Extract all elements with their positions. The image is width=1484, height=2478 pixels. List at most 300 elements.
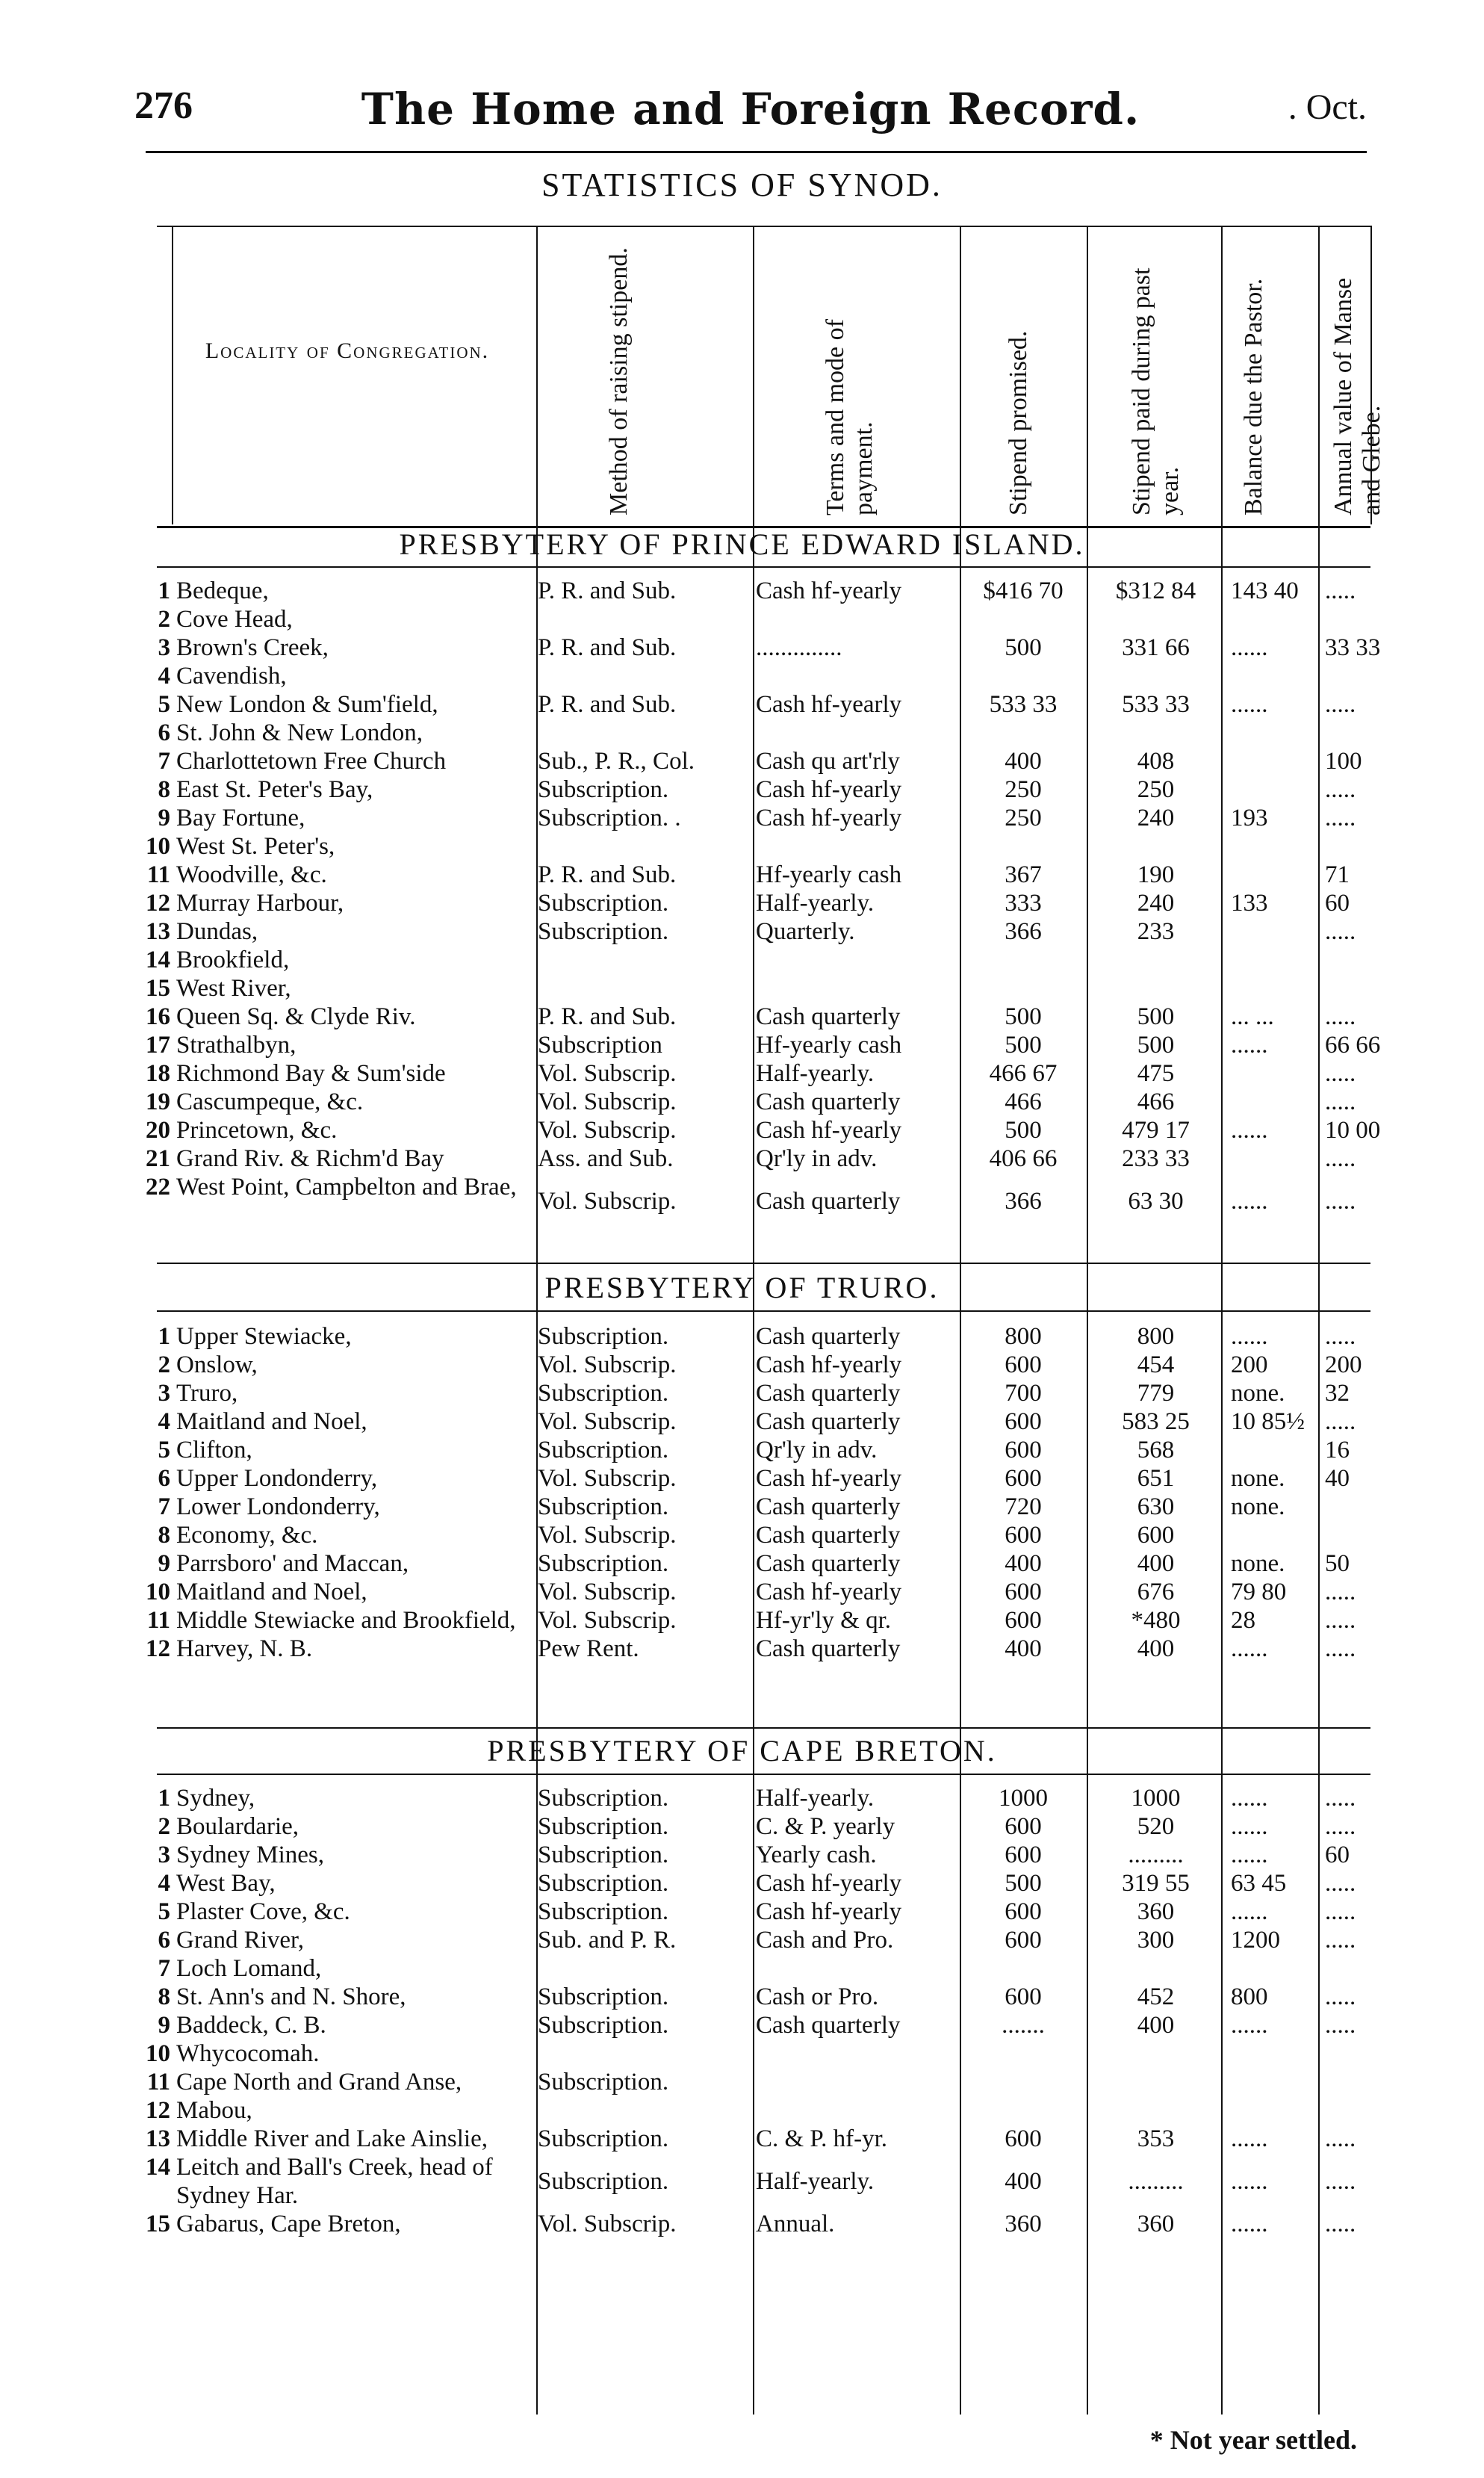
cell-loc: Gabarus, Cape Breton, (176, 2211, 401, 2237)
cell-method: Vol. Subscrip. (538, 1465, 677, 1492)
cell-manse: ..... (1325, 577, 1356, 604)
cell-manse: 71 (1325, 861, 1350, 888)
cell-method: Vol. Subscrip. (538, 1060, 677, 1087)
table-row (0, 974, 1484, 1003)
cell-manse: 100 (1325, 748, 1362, 775)
cell-num: 4 (158, 1870, 170, 1897)
cell-num: 2 (158, 606, 170, 633)
section-rule (157, 1310, 1370, 1312)
page-number: 276 (134, 84, 193, 127)
cell-promised: 400 (1005, 1550, 1042, 1577)
cell-promised: 250 (1005, 805, 1042, 831)
cell-terms: Cash quarterly (756, 1003, 901, 1030)
cell-loc: Truro, (176, 1380, 238, 1407)
cell-promised: 406 66 (989, 1145, 1058, 1172)
cell-terms: Hf-yearly cash (756, 1032, 902, 1059)
cell-manse: ..... (1325, 2168, 1356, 2195)
cell-promised: 360 (1005, 2211, 1042, 2237)
cell-paid: 400 (1137, 1550, 1175, 1577)
table-row (0, 889, 1484, 917)
cell-balance: 1200 (1231, 1927, 1280, 1954)
cell-num: 5 (158, 691, 170, 718)
table-row (0, 1521, 1484, 1549)
cell-manse: ..... (1325, 805, 1356, 831)
column-header-method: Method of raising stipend. (605, 247, 633, 515)
cell-loc: Boulardarie, (176, 1813, 299, 1840)
cell-paid: 300 (1137, 1927, 1175, 1954)
cell-promised: 400 (1005, 1635, 1042, 1662)
cell-terms: Cash hf-yearly (756, 805, 902, 831)
table-row (0, 1322, 1484, 1351)
cell-loc: Bedeque, (176, 577, 269, 604)
cell-paid: 63 30 (1128, 1188, 1184, 1215)
cell-terms: Cash hf-yearly (756, 1351, 902, 1378)
cell-paid: 630 (1137, 1493, 1175, 1520)
cell-terms: Cash quarterly (756, 1380, 901, 1407)
table-row (0, 605, 1484, 634)
table-row (0, 1464, 1484, 1493)
cell-method: Subscription. (538, 1323, 669, 1350)
table-row (0, 832, 1484, 861)
cell-loc: Upper Stewiacke, (176, 1323, 352, 1350)
cell-num: 5 (158, 1898, 170, 1925)
cell-method: Vol. Subscrip. (538, 1607, 677, 1634)
cell-manse: ..... (1325, 691, 1356, 718)
cell-paid: 500 (1137, 1003, 1175, 1030)
cell-manse: ..... (1325, 1323, 1356, 1350)
cell-loc: Sydney, (176, 1785, 255, 1812)
cell-num: 15 (146, 2211, 170, 2237)
section-rule (157, 566, 1370, 568)
cell-balance: ...... (1231, 2168, 1268, 2195)
cell-loc: West Bay, (176, 1870, 276, 1897)
cell-terms: Half-yearly. (756, 1060, 875, 1087)
cell-method: Subscription. (538, 2012, 669, 2039)
cell-manse: ..... (1325, 1898, 1356, 1925)
cell-terms: Cash hf-yearly (756, 1579, 902, 1605)
cell-loc: Bay Fortune, (176, 805, 305, 831)
cell-paid: 676 (1137, 1579, 1175, 1605)
cell-num: 6 (158, 1465, 170, 1492)
table-row (0, 1926, 1484, 1954)
cell-num: 7 (158, 1493, 170, 1520)
cell-loc: Upper Londonderry, (176, 1465, 378, 1492)
cell-paid: 533 33 (1122, 691, 1190, 718)
cell-loc: Woodville, &c. (176, 861, 327, 888)
cell-paid: 353 (1137, 2125, 1175, 2152)
cell-manse: ..... (1325, 918, 1356, 945)
cell-paid: 233 33 (1122, 1145, 1190, 1172)
cell-paid: 475 (1137, 1060, 1175, 1087)
cell-terms: Cash quarterly (756, 1323, 901, 1350)
cell-promised: 600 (1005, 1983, 1042, 2010)
cell-method: Subscription. (538, 1870, 669, 1897)
column-header-terms: Terms and mode of payment. (822, 319, 878, 515)
cell-num: 6 (158, 719, 170, 746)
cell-balance: none. (1231, 1493, 1285, 1520)
cell-paid: 800 (1137, 1323, 1175, 1350)
cell-promised: 600 (1005, 1522, 1042, 1549)
cell-method: Subscription. (538, 1842, 669, 1868)
journal-title: The Home and Foreign Record. (361, 84, 1140, 134)
table-row (0, 1379, 1484, 1407)
cell-paid: 400 (1137, 2012, 1175, 2039)
cell-loc: Richmond Bay & Sum'side (176, 1060, 446, 1087)
cell-num: 13 (146, 2125, 170, 2152)
table-row (0, 690, 1484, 719)
footnote: * Not year settled. (1149, 2425, 1357, 2455)
cell-method: P. R. and Sub. (538, 691, 677, 718)
cell-loc: Sydney Mines, (176, 1842, 324, 1868)
cell-terms: Qr'ly in adv. (756, 1437, 878, 1463)
cell-num: 11 (146, 1607, 170, 1634)
cell-paid: ......... (1128, 1842, 1184, 1868)
cell-num: 3 (158, 1380, 170, 1407)
cell-balance: ...... (1231, 1785, 1268, 1812)
table-row (0, 917, 1484, 946)
cell-loc: Maitland and Noel, (176, 1408, 367, 1435)
cell-promised: 600 (1005, 1842, 1042, 1868)
cell-manse: ..... (1325, 776, 1356, 803)
cell-method: Subscription. . (538, 805, 681, 831)
cell-loc: West St. Peter's, (176, 833, 335, 860)
cell-terms: Cash quarterly (756, 1635, 901, 1662)
cell-method: Subscription. (538, 776, 669, 803)
cell-loc: Cavendish, (176, 663, 287, 690)
cell-paid: 454 (1137, 1351, 1175, 1378)
cell-method: Subscription. (538, 2168, 669, 2195)
cell-manse: 200 (1325, 1351, 1362, 1378)
cell-num: 16 (146, 1003, 170, 1030)
table-row (0, 2153, 1484, 2210)
cell-manse: ..... (1325, 1607, 1356, 1634)
cell-num: 21 (146, 1145, 170, 1172)
cell-paid: 600 (1137, 1522, 1175, 1549)
cell-paid: 408 (1137, 748, 1175, 775)
cell-paid: 479 17 (1122, 1117, 1190, 1144)
cell-num: 22 (146, 1174, 170, 1201)
cell-paid: 452 (1137, 1983, 1175, 2010)
cell-num: 1 (158, 577, 170, 604)
cell-num: 8 (158, 1522, 170, 1549)
table-row (0, 2068, 1484, 2096)
cell-promised: 500 (1005, 1003, 1042, 1030)
table-row (0, 1116, 1484, 1144)
table-row (0, 2210, 1484, 2238)
cell-num: 1 (158, 1785, 170, 1812)
cell-terms: Cash quarterly (756, 1550, 901, 1577)
cell-manse: 16 (1325, 1437, 1350, 1463)
cell-loc: Brookfield, (176, 947, 290, 973)
cell-balance: 79 80 (1231, 1579, 1287, 1605)
cell-paid: 500 (1137, 1032, 1175, 1059)
cell-paid: 240 (1137, 805, 1175, 831)
cell-terms: Cash qu art'rly (756, 748, 900, 775)
cell-manse: ..... (1325, 1813, 1356, 1840)
cell-manse: ..... (1325, 1060, 1356, 1087)
cell-method: Subscription (538, 1032, 662, 1059)
cell-terms: Qr'ly in adv. (756, 1145, 878, 1172)
table-row (0, 1841, 1484, 1869)
cell-method: Vol. Subscrip. (538, 1088, 677, 1115)
cell-num: 11 (146, 2069, 170, 2096)
section-title-cape-breton: PRESBYTERY OF CAPE BRETON. (487, 1734, 997, 1768)
table-title: STATISTICS OF SYNOD. (541, 167, 943, 203)
table-row (0, 1173, 1484, 1230)
cell-terms: Cash hf-yearly (756, 1870, 902, 1897)
table-row (0, 1003, 1484, 1031)
cell-promised: 367 (1005, 861, 1042, 888)
cell-paid: 240 (1137, 890, 1175, 917)
cell-num: 11 (146, 861, 170, 888)
table-row (0, 1983, 1484, 2011)
cell-loc: St. John & New London, (176, 719, 423, 746)
cell-paid: 568 (1137, 1437, 1175, 1463)
cell-paid: 331 66 (1122, 634, 1190, 661)
cell-loc: Mabou, (176, 2097, 252, 2124)
cell-promised: 600 (1005, 1813, 1042, 1840)
table-row (0, 1812, 1484, 1841)
cell-loc: Maitland and Noel, (176, 1579, 367, 1605)
cell-paid: 779 (1137, 1380, 1175, 1407)
cell-method: P. R. and Sub. (538, 577, 677, 604)
cell-loc: Middle Stewiacke and Brookfield, (176, 1607, 516, 1634)
table-row (0, 2011, 1484, 2039)
cell-loc: Clifton, (176, 1437, 252, 1463)
table-row (0, 1606, 1484, 1635)
cell-paid: 360 (1137, 2211, 1175, 2237)
cell-promised: 600 (1005, 1579, 1042, 1605)
cell-balance: ...... (1231, 1032, 1268, 1059)
cell-loc: East St. Peter's Bay, (176, 776, 373, 803)
cell-method: Vol. Subscrip. (538, 1117, 677, 1144)
cell-manse: ..... (1325, 1927, 1356, 1954)
cell-num: 9 (158, 2012, 170, 2039)
cell-balance: 63 45 (1231, 1870, 1287, 1897)
cell-manse: ..... (1325, 1088, 1356, 1115)
cell-paid: 400 (1137, 1635, 1175, 1662)
cell-promised: 600 (1005, 1351, 1042, 1378)
cell-paid: ......... (1128, 2168, 1184, 2195)
cell-paid: 233 (1137, 918, 1175, 945)
cell-promised: 400 (1005, 2168, 1042, 2195)
cell-promised: 600 (1005, 1927, 1042, 1954)
cell-num: 3 (158, 634, 170, 661)
cell-terms: Quarterly. (756, 918, 855, 945)
table-row (0, 662, 1484, 690)
cell-promised: 1000 (999, 1785, 1048, 1812)
cell-num: 5 (158, 1437, 170, 1463)
cell-loc: Brown's Creek, (176, 634, 329, 661)
cell-manse: ..... (1325, 2125, 1356, 2152)
cell-terms: Cash quarterly (756, 1088, 901, 1115)
cell-method: Ass. and Sub. (538, 1145, 674, 1172)
cell-method: P. R. and Sub. (538, 861, 677, 888)
cell-num: 9 (158, 805, 170, 831)
cell-loc: New London & Sum'field, (176, 691, 438, 718)
cell-balance: ...... (1231, 1323, 1268, 1350)
section-rule (157, 1263, 1370, 1264)
table-row (0, 1031, 1484, 1059)
section-rule (157, 1727, 1370, 1729)
cell-balance: 28 (1231, 1607, 1255, 1634)
cell-terms: Cash quarterly (756, 1493, 901, 1520)
table-row (0, 804, 1484, 832)
cell-promised: 500 (1005, 1117, 1042, 1144)
cell-num: 15 (146, 975, 170, 1002)
cell-manse: 66 66 (1325, 1032, 1381, 1059)
cell-promised: 600 (1005, 1408, 1042, 1435)
cell-promised: 333 (1005, 890, 1042, 917)
header-rule (146, 151, 1367, 153)
cell-method: Subscription. (538, 1983, 669, 2010)
cell-num: 9 (158, 1550, 170, 1577)
cell-promised: 500 (1005, 1870, 1042, 1897)
cell-balance: ...... (1231, 1842, 1268, 1868)
table-row (0, 1407, 1484, 1436)
cell-method: Subscription. (538, 890, 669, 917)
cell-paid: 190 (1137, 861, 1175, 888)
cell-promised: 500 (1005, 634, 1042, 661)
cell-num: 7 (158, 1955, 170, 1982)
cell-manse: 60 (1325, 890, 1350, 917)
cell-loc: Grand Riv. & Richm'd Bay (176, 1145, 444, 1172)
table-row (0, 1436, 1484, 1464)
cell-loc: Onslow, (176, 1351, 258, 1378)
table-row (0, 1493, 1484, 1521)
column-rule (1370, 226, 1372, 524)
table-row (0, 946, 1484, 974)
cell-num: 19 (146, 1088, 170, 1115)
cell-manse: ..... (1325, 1145, 1356, 1172)
column-header-promised: Stipend promised. (1005, 330, 1032, 515)
cell-method: Vol. Subscrip. (538, 1579, 677, 1605)
cell-loc: West River, (176, 975, 291, 1002)
cell-promised: 800 (1005, 1323, 1042, 1350)
cell-promised: 466 67 (989, 1060, 1058, 1087)
cell-terms: .............. (756, 634, 842, 661)
cell-paid: 1000 (1131, 1785, 1181, 1812)
cell-num: 3 (158, 1842, 170, 1868)
cell-num: 14 (146, 947, 170, 973)
cell-paid: 360 (1137, 1898, 1175, 1925)
cell-num: 10 (146, 833, 170, 860)
cell-manse: ..... (1325, 1635, 1356, 1662)
cell-method: Subscription. (538, 918, 669, 945)
cell-balance: ...... (1231, 2211, 1268, 2237)
column-header-paid: Stipend paid during past year. (1128, 267, 1184, 515)
cell-num: 4 (158, 1408, 170, 1435)
cell-num: 12 (146, 890, 170, 917)
cell-num: 8 (158, 1983, 170, 2010)
cell-loc: Cove Head, (176, 606, 293, 633)
cell-manse: ..... (1325, 2012, 1356, 2039)
cell-terms: Yearly cash. (756, 1842, 877, 1868)
cell-terms: Hf-yearly cash (756, 861, 902, 888)
cell-terms: Cash or Pro. (756, 1983, 879, 2010)
cell-method: P. R. and Sub. (538, 634, 677, 661)
cell-loc: Grand River, (176, 1927, 304, 1954)
cell-balance: ...... (1231, 2125, 1268, 2152)
cell-balance: ...... (1231, 691, 1268, 718)
cell-terms: C. & P. yearly (756, 1813, 895, 1840)
cell-promised: 250 (1005, 776, 1042, 803)
cell-balance: 200 (1231, 1351, 1268, 1378)
cell-method: Vol. Subscrip. (538, 1188, 677, 1215)
cell-method: Subscription. (538, 2125, 669, 2152)
cell-method: Subscription. (538, 1898, 669, 1925)
cell-terms: Cash quarterly (756, 1522, 901, 1549)
cell-balance: ...... (1231, 1635, 1268, 1662)
cell-paid: 319 55 (1122, 1870, 1190, 1897)
cell-num: 10 (146, 2040, 170, 2067)
cell-promised: 533 33 (989, 691, 1058, 718)
cell-promised: 600 (1005, 1465, 1042, 1492)
cell-paid: 583 25 (1122, 1408, 1190, 1435)
cell-balance: ...... (1231, 634, 1268, 661)
table-row (0, 2096, 1484, 2125)
table-row (0, 2125, 1484, 2153)
table-row (0, 2039, 1484, 2068)
cell-manse: ..... (1325, 1408, 1356, 1435)
cell-loc: Queen Sq. & Clyde Riv. (176, 1003, 416, 1030)
cell-balance: 193 (1231, 805, 1268, 831)
cell-loc: Murray Harbour, (176, 890, 344, 917)
column-rule (172, 226, 173, 524)
cell-num: 1 (158, 1323, 170, 1350)
cell-paid: 520 (1137, 1813, 1175, 1840)
cell-terms: Cash hf-yearly (756, 691, 902, 718)
running-head (134, 84, 1367, 136)
cell-balance: ...... (1231, 2012, 1268, 2039)
cell-num: 18 (146, 1060, 170, 1087)
cell-num: 12 (146, 1635, 170, 1662)
cell-loc: Harvey, N. B. (176, 1635, 313, 1662)
cell-terms: Half-yearly. (756, 890, 875, 917)
cell-terms: Cash quarterly (756, 2012, 901, 2039)
cell-loc: Parrsboro' and Maccan, (176, 1550, 409, 1577)
cell-num: 6 (158, 1927, 170, 1954)
column-header-locality: Locality of Congregation. (205, 338, 490, 363)
table-row (0, 1059, 1484, 1088)
cell-num: 2 (158, 1813, 170, 1840)
cell-paid: 250 (1137, 776, 1175, 803)
section-title-truro: PRESBYTERY OF TRURO. (544, 1271, 940, 1304)
cell-promised: 366 (1005, 1188, 1042, 1215)
cell-method: Vol. Subscrip. (538, 1408, 677, 1435)
cell-method: Subscription. (538, 2069, 669, 2096)
cell-method: Subscription. (538, 1380, 669, 1407)
cell-promised: 366 (1005, 918, 1042, 945)
cell-balance: 10 85½ (1231, 1408, 1305, 1435)
cell-terms: Half-yearly. (756, 1785, 875, 1812)
cell-manse: ..... (1325, 1870, 1356, 1897)
cell-manse: 40 (1325, 1465, 1350, 1492)
month-label: . Oct. (1288, 87, 1367, 127)
table-row (0, 634, 1484, 662)
cell-num: 17 (146, 1032, 170, 1059)
table-row (0, 1898, 1484, 1926)
table-row (0, 1954, 1484, 1983)
cell-terms: Half-yearly. (756, 2168, 875, 2195)
cell-method: Subscription. (538, 1437, 669, 1463)
cell-terms: Cash quarterly (756, 1408, 901, 1435)
cell-balance: none. (1231, 1465, 1285, 1492)
cell-balance: none. (1231, 1380, 1285, 1407)
cell-balance: ...... (1231, 1188, 1268, 1215)
cell-terms: Annual. (756, 2211, 835, 2237)
cell-loc: Cascumpeque, &c. (176, 1088, 364, 1115)
